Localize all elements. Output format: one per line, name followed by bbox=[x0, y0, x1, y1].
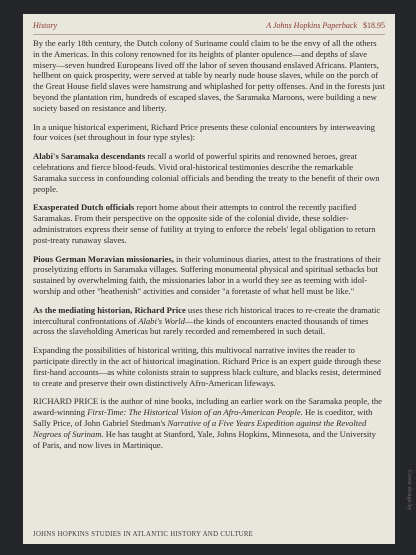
voice-lead: Exasperated Dutch officials bbox=[33, 202, 135, 213]
voice-dutch bbox=[33, 202, 385, 245]
voice-lead: Pious German Moravian missionaries, bbox=[33, 253, 174, 264]
bio-text: is the author of nine books, including an earlier work on the Saramaka people, the award-winning bbox=[33, 396, 382, 418]
book-title: Narrative of a Five Years Expedition against the Revolted Negroes of Surinam. bbox=[33, 417, 367, 439]
book-title: First-Time: The Historical Vision of an Afro-American People. bbox=[87, 407, 303, 418]
intro-paragraph: By the early 18th century, the Dutch colony of Suriname could claim to be the envy of all the others in the Americas. In this colony renowned for its heights of planter opulence—and depths of slave misery—seven hundred Europeans lived off the labor of seven thousand enslaved Africans. Planters, hellbent on quick prosperity, were served at table by nearly nude house slaves, while on the porch of the Great House field slaves were hamstrung and whiplashed for petty offenses. And in the forests just beyond the plantation rim, hundreds of escaped slaves, the Saramaka Maroons, were building a new society based on resistance and liberty. bbox=[33, 38, 385, 113]
voice-moravian bbox=[33, 254, 385, 297]
voice-lead: Alabi's Saramaka descendants bbox=[33, 151, 146, 162]
voice-text: —the kinds of encounters enacted thousands of times across the slaveholding Americas but rarely recorded and remembered in such detail. bbox=[33, 315, 369, 337]
author-bio bbox=[33, 396, 385, 450]
header-bar bbox=[33, 21, 385, 30]
bio-text: He is coeditor, with Sally Price, of John Gabriel Stedman's bbox=[33, 407, 373, 428]
voice-text: uses these rich historical traces to re-create the dramatic intercultural confrontations of bbox=[33, 304, 381, 326]
bio-text: He has taught at Stanford, Yale, Johns Hopkins, Minnesota, and the University of Paris, and now lives in Martinique. bbox=[33, 428, 376, 450]
cover-design-credit: Cover design by bbox=[406, 470, 413, 511]
series-footer: JOHNS HOPKINS STUDIES IN ATLANTIC HISTORY AND CULTURE bbox=[33, 531, 254, 538]
category-label: History bbox=[33, 21, 57, 30]
experiment-paragraph: In a unique historical experiment, Richard Price presents these colonial encounters by interweaving four voices (set throughout in four type styles): bbox=[33, 121, 375, 143]
voice-historian bbox=[33, 305, 385, 337]
header-divider bbox=[33, 34, 385, 35]
blurb-text bbox=[33, 38, 385, 458]
voice-lead: As the mediating historian, Richard Price bbox=[33, 304, 186, 315]
voice-text: report home about their attempts to control the recently pacified Saramakas. From their perspective on the opposite side of the colonial divide, these soldier-administrators express their sense of futility at trying to enforce the rebels' legal obligation to return post-treaty runaway slaves. bbox=[33, 202, 376, 245]
expanding-paragraph: Expanding the possibilities of historical writing, this multivocal narrative invites the reader to participate directly in the act of historical imagination. Richard Price is an expert guide through these first-hand accounts—as white colonists strain to suppress black culture, and blacks resist, determined to create and preserve their own distinctively Afro-American lifeways. bbox=[33, 345, 381, 388]
back-cover bbox=[23, 14, 395, 544]
voice-text: in their voluminous diaries, attest to the frustrations of their proselytizing efforts in Saramaka villages. Suffering monumental physical and spiritual setbacks but sustained by overwhelming faith, the missionaries labor in a world they see as teeming with idol-worship and other "heathenish" activities and consider "a foretaste of what hell must be like." bbox=[33, 253, 381, 296]
book-title: Alabi's World bbox=[138, 315, 185, 326]
voice-text: recall a world of powerful spirits and renowned heroes, great celebrations and fierce blood-feuds. Vivid oral-historical testimonies describe the remarkable Saramaka success in confounding colonial officials and bending the treaty to the benefit of their own people. bbox=[33, 151, 380, 194]
voice-saramaka bbox=[33, 151, 385, 194]
author-name: RICHARD PRICE bbox=[33, 396, 99, 407]
price-label: $18.95 bbox=[363, 21, 385, 30]
imprint-label: A Johns Hopkins Paperback bbox=[266, 21, 357, 30]
imprint-price bbox=[266, 21, 385, 30]
